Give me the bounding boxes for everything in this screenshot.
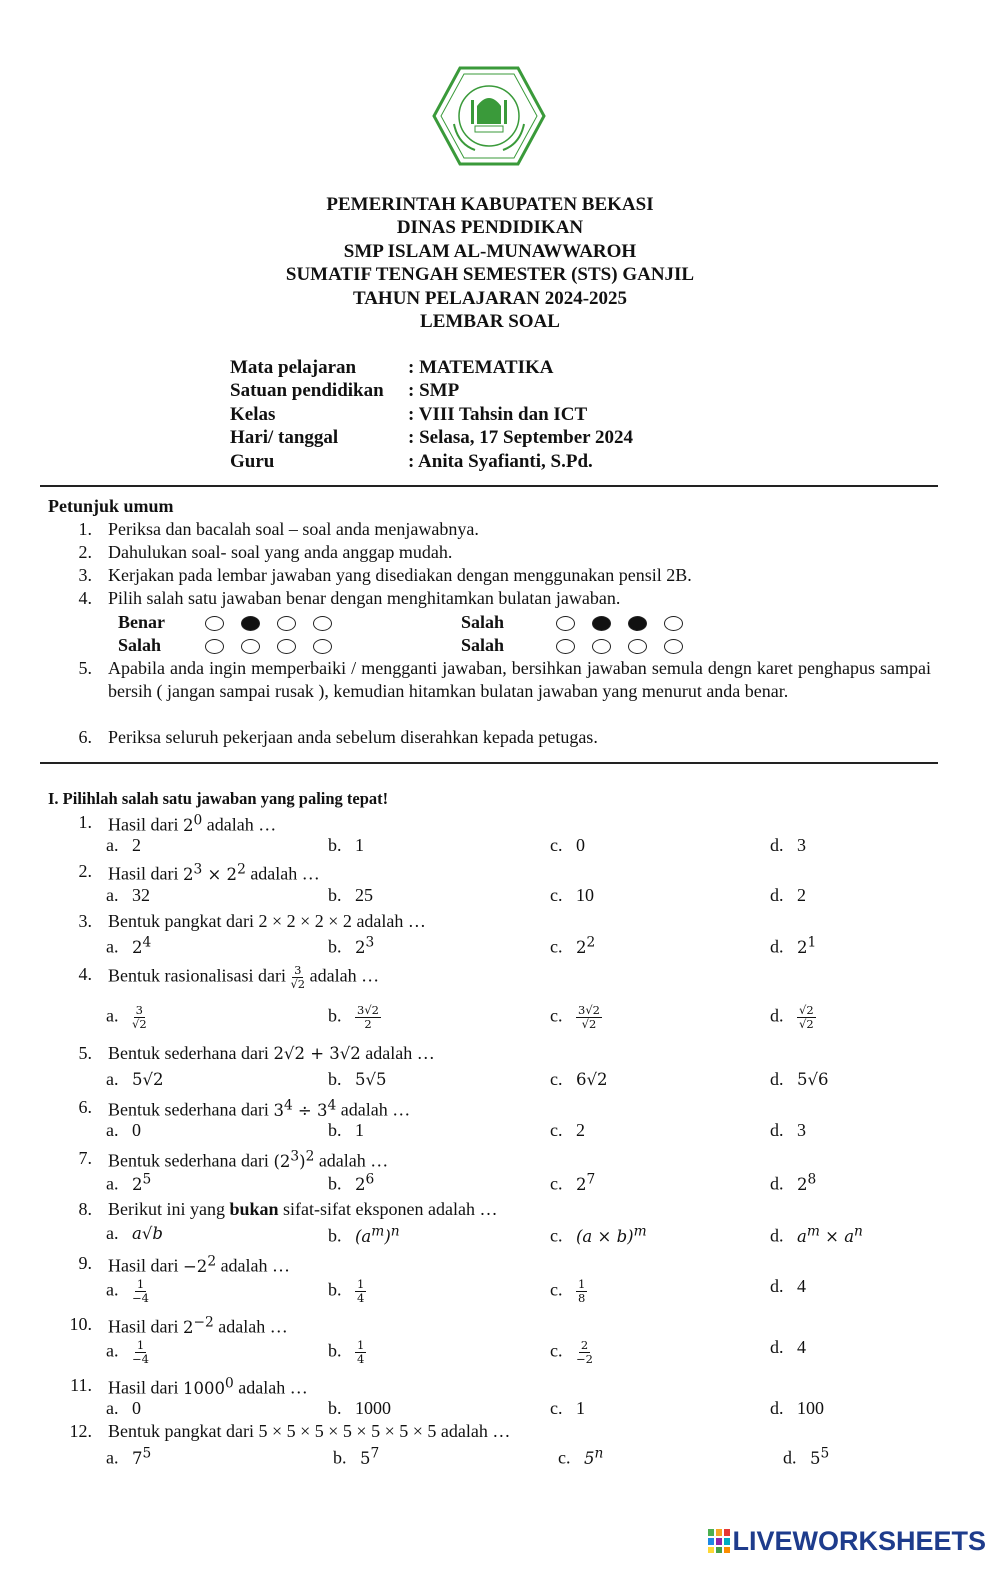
option-value: 3 [797,1120,806,1140]
option: a. 0 [106,1398,141,1418]
question-text: adalah … [336,1099,411,1120]
example-row [118,634,349,657]
option: c. 1 [550,1398,585,1418]
option: c. $\frac{3√2}{√2}$ [550,1003,600,1031]
option: b. $2^3$ [328,934,375,957]
option: a. 2 [106,835,141,855]
option-value: 5√5 [355,1070,387,1089]
option: a. 32 [106,885,150,905]
option: b. 1 [328,835,364,855]
option-value: 6√2 [576,1070,608,1089]
example-label: Salah [461,635,505,655]
option: c. $\frac{1}{8}$ [550,1277,586,1305]
info-value: : Anita Syafianti, S.Pd. [408,450,593,472]
option: c. 5$^n$ [558,1445,604,1468]
info-value: : MATEMATIKA [408,357,554,378]
question-expression: 2 × 2 × 2 × 2 [258,911,352,931]
option-value: 2 [576,1120,585,1140]
answer-bubble-filled [628,616,647,631]
question-emphasis: bukan [229,1199,279,1219]
header-line: LEMBAR SOAL [420,311,560,333]
example-label: Salah [461,612,505,632]
option: a. $\frac{1}{-4}$ [106,1338,149,1366]
option: d. $2^8$ [770,1171,817,1194]
option: d. 4 [770,1276,806,1296]
option: a. 0 [106,1120,141,1140]
option: d. $5^5$ [783,1445,830,1468]
header-line: TAHUN PELAJARAN 2024-2025 [352,287,628,309]
option: b. $5^7$ [333,1445,380,1468]
answer-bubble [241,639,260,654]
option: d. 3 [770,1120,806,1140]
option-value: 3 [797,835,806,855]
question-text: Bentuk pangkat dari [108,1421,259,1441]
section-title: I. Pilihlah salah satu jawaban yang paling tepat! [48,789,389,808]
question-text: Bentuk sederhana dari [108,1043,274,1063]
info-key: Guru [230,450,275,472]
header-line: PEMERINTAH KABUPATEN BEKASI [326,194,654,215]
info-value: : Selasa, 17 September 2024 [408,427,633,449]
info-value: : SMP [408,380,460,402]
option: b. 25 [328,885,373,905]
info-key: Hari/ tanggal [230,427,339,449]
option: b. $(a^m)^n$ [328,1223,400,1246]
option: a. $7^5$ [106,1445,152,1468]
header-line: DINAS PENDIDIKAN [396,217,584,239]
question-list: 1. Hasil dari $2^0$ adalah … a. 2 b. 1 c. 0 d. 3 2. Hasil dari $2^3 \times 2^2$ adalah … a. 32 b. 25 c. 10 d. 2 3. Bentuk pangkat dari 2 × 2 × 2 × 2 adalah … a. $2^4$ b. $2^3$ c. $2^2$ d. $2^1$ 4. Bentuk rasionalisasi dari $\frac{3}{√2}$ adalah … a. $\frac{3}{√2}$ b. $\frac{3√2}{2}$ c. $\frac{3√2}{√2}$ d. $\frac{√2}{√2}$ 5. Bentuk sederhana dari 2√2 + 3√2 adalah … a. 5√2 b. 5√5 c. 6√2 d. 5√6 6. Bentuk sederhana dari $3^4 \div 3^4$ adalah … a. 0 b. 1 c. 2 d. 3 7. Bentuk sederhana dari $(2^3)^2$ adalah … a. $2^5$ b. $2^6$ c. $2^7$ d. $2^8$ 8. Berikut ini yang bukan sifat-sifat eksponen adalah … a. a√b b. $(a^m)^n$ c. $(a \times b)^m$ d. $a^m \times a^n$ 9. Hasil dari $-2^2$ adalah … a. $\frac{1}{-4}$ b. $\frac{1}{4}$ c. $\frac{1}{8}$ d. 4 10. Hasil dari $2^{-2}$ adalah … a. $\frac{1}{-4}$ b. $\frac{1}{4}$ c. $\frac{2}{-2}$ d. 4 11. Hasil dari 1000$^0$ adalah … a. 0 b. 1000 c. 1 d. 100 12. Bentuk pangkat dari 5 × 5 × 5 × 5 × 5 × 5 × 5 adalah … a. $7^5$ b. $5^7$ c. 5$^n$ d. $5^5$ [69,812,863,1468]
option-value: 25 [355,885,373,905]
option: c. 0 [550,835,585,855]
question-text: Hasil dari [108,1316,183,1337]
divider [40,485,938,487]
question-text: adalah … [314,1150,389,1171]
option: c. 6√2 [550,1069,608,1089]
option: c. $(a \times b)^m$ [550,1223,647,1246]
answer-bubble-filled [241,616,260,631]
option: b. $2^6$ [328,1171,375,1194]
header-line: SMP ISLAM AL-MUNAWWAROH [343,240,637,262]
answer-bubble [628,639,647,654]
option: a. $2^5$ [106,1171,152,1194]
example-row [461,634,700,657]
list-item-text: Periksa dan bacalah soal – soal anda menjawabnya. [108,519,479,539]
option: d. $\frac{√2}{√2}$ [770,1003,814,1031]
option: a. $\frac{3}{√2}$ [106,1003,147,1031]
question-text: adalah … [305,965,380,986]
info-row [230,450,633,473]
question-text: Hasil dari [108,1377,183,1398]
example-label: Benar [118,612,165,632]
option-value: 2 [132,835,141,855]
answer-bubble [313,639,332,654]
option: d. 2 [770,885,806,905]
option: d. $a^m \times a^n$ [770,1223,863,1246]
answer-bubble [592,639,611,654]
option-value: 1 [355,835,364,855]
question-text: Bentuk rasionalisasi dari [108,965,291,986]
option-value: 100 [797,1398,824,1418]
question-text: sifat-sifat eksponen adalah … [278,1199,498,1219]
answer-bubble [313,616,332,631]
answer-bubble [205,639,224,654]
option: d. 4 [770,1337,806,1357]
option: d. 3 [770,835,806,855]
info-value: : VIII Tahsin dan ICT [408,403,588,425]
option: a. a√b [106,1223,163,1243]
option: b. $\frac{3√2}{2}$ [328,1003,379,1031]
question-expression: 2√2 + 3√2 [273,1044,361,1063]
answer-bubble [277,639,296,654]
school-logo [430,64,548,168]
option: c. $\frac{2}{-2}$ [550,1338,593,1366]
answer-bubble [664,616,683,631]
petunjuk-list: 1. Periksa dan bacalah soal – soal anda menjawabnya. 2. Dahulukan soal- soal yang anda anggap mudah. 3. Kerjakan pada lembar jawaban yang disediakan dengan menggunakan pensil 2B. 4. Pilih salah satu jawaban benar dengan menghitamkan bulatan jawaban. Benar Salah Salah Salah 5. Apabila anda ingin memperbaiki / mengganti jawaban, bersihkan jawaban semula dengn karet penghapus sampai bersih ( jangan sampai rusak ), kemudian hitamkan bulatan jawaban yang menurut anda benar. 6. Periksa seluruh pekerjaan anda sebelum diserahkan kepada petugas. [78,519,931,747]
question-text: Hasil dari [108,863,183,884]
option-value: 5√2 [132,1070,164,1089]
option-value: 4 [797,1276,806,1296]
option: c. 2 [550,1120,585,1140]
info-key: Kelas [230,403,276,425]
answer-bubble [277,616,296,631]
option: b. 1000 [328,1398,391,1418]
option: d. $2^1$ [770,934,817,957]
option-value: 4 [797,1337,806,1357]
option: b. $\frac{1}{4}$ [328,1277,365,1305]
question-text: adalah … [436,1421,511,1441]
example-row [461,611,700,634]
question-text: Bentuk pangkat dari [108,911,259,931]
option: d. 5√6 [770,1069,829,1089]
answer-bubble [556,616,575,631]
info-row [230,379,633,402]
document-header [0,193,980,333]
option: d. 100 [770,1398,824,1418]
option: a. $2^4$ [106,934,152,957]
info-row [230,356,633,379]
answer-bubble [556,639,575,654]
question-text: Berikut ini yang [108,1199,230,1219]
option-value: 1 [576,1398,585,1418]
option: c. 10 [550,885,594,905]
option-value: 1000 [355,1398,391,1418]
question-text: adalah … [245,863,320,884]
example-label: Salah [118,635,162,655]
option-value: 10 [576,885,594,905]
question-text: Hasil dari [108,1255,183,1276]
question-expression: 5 × 5 × 5 × 5 × 5 × 5 × 5 [258,1421,437,1441]
option: b. 5√5 [328,1069,387,1089]
option: b. 1 [328,1120,364,1140]
option: b. $\frac{1}{4}$ [328,1338,365,1366]
question-text: adalah … [213,1316,288,1337]
info-row [230,403,633,426]
option-value: 1 [355,1120,364,1140]
list-item-text: Pilih salah satu jawaban benar dengan menghitamkan bulatan jawaban. [108,588,621,608]
option-value: 0 [576,835,585,855]
question-text: adalah … [216,1255,291,1276]
answer-bubble [664,639,683,654]
list-item-text: Dahulukan soal- soal yang anda anggap mudah. [108,542,453,562]
brand-text: LIVEWORKSHEETS [732,1526,986,1556]
answer-bubble [205,616,224,631]
question-text: Hasil dari [108,814,183,835]
option: a. $\frac{1}{-4}$ [106,1277,149,1305]
option: c. $2^2$ [550,934,596,957]
list-item-text: Kerjakan pada lembar jawaban yang disediakan dengan menggunakan pensil 2B. [108,565,692,585]
option-value: 32 [132,885,150,905]
option-value: 0 [132,1120,141,1140]
option-value: 0 [132,1398,141,1418]
option: c. $2^7$ [550,1171,596,1194]
question-text: adalah … [202,814,277,835]
petunjuk-title: Petunjuk umum [48,496,174,516]
liveworksheets-logo-icon [708,1529,730,1553]
option-value: 5√6 [797,1070,829,1089]
question-text: adalah … [351,911,426,931]
question-text: Bentuk sederhana dari [108,1099,274,1120]
question-text: adalah … [233,1377,308,1398]
answer-bubble-filled [592,616,611,631]
header-line: SUMATIF TENGAH SEMESTER (STS) GANJIL [285,264,695,286]
info-row [230,426,633,449]
exam-info [230,356,633,473]
liveworksheets-brand [708,1526,986,1557]
question-text: adalah … [360,1043,435,1063]
example-row [118,611,349,634]
list-item-text: Periksa seluruh pekerjaan anda sebelum diserahkan kepada petugas. [108,727,598,747]
question-text: Bentuk sederhana dari [108,1150,274,1171]
option: a. 5√2 [106,1069,164,1089]
option-value: 2 [797,885,806,905]
list-item-text: Apabila anda ingin memperbaiki / mengganti jawaban, bersihkan jawaban semula dengn karet penghapus sampai bersih ( jangan sampai rusak ), kemudian hitamkan bulatan jawaban yang menurut anda benar. [108,658,931,701]
info-key: Satuan pendidikan [230,380,384,402]
info-key: Mata pelajaran [230,357,357,378]
divider [40,762,938,764]
